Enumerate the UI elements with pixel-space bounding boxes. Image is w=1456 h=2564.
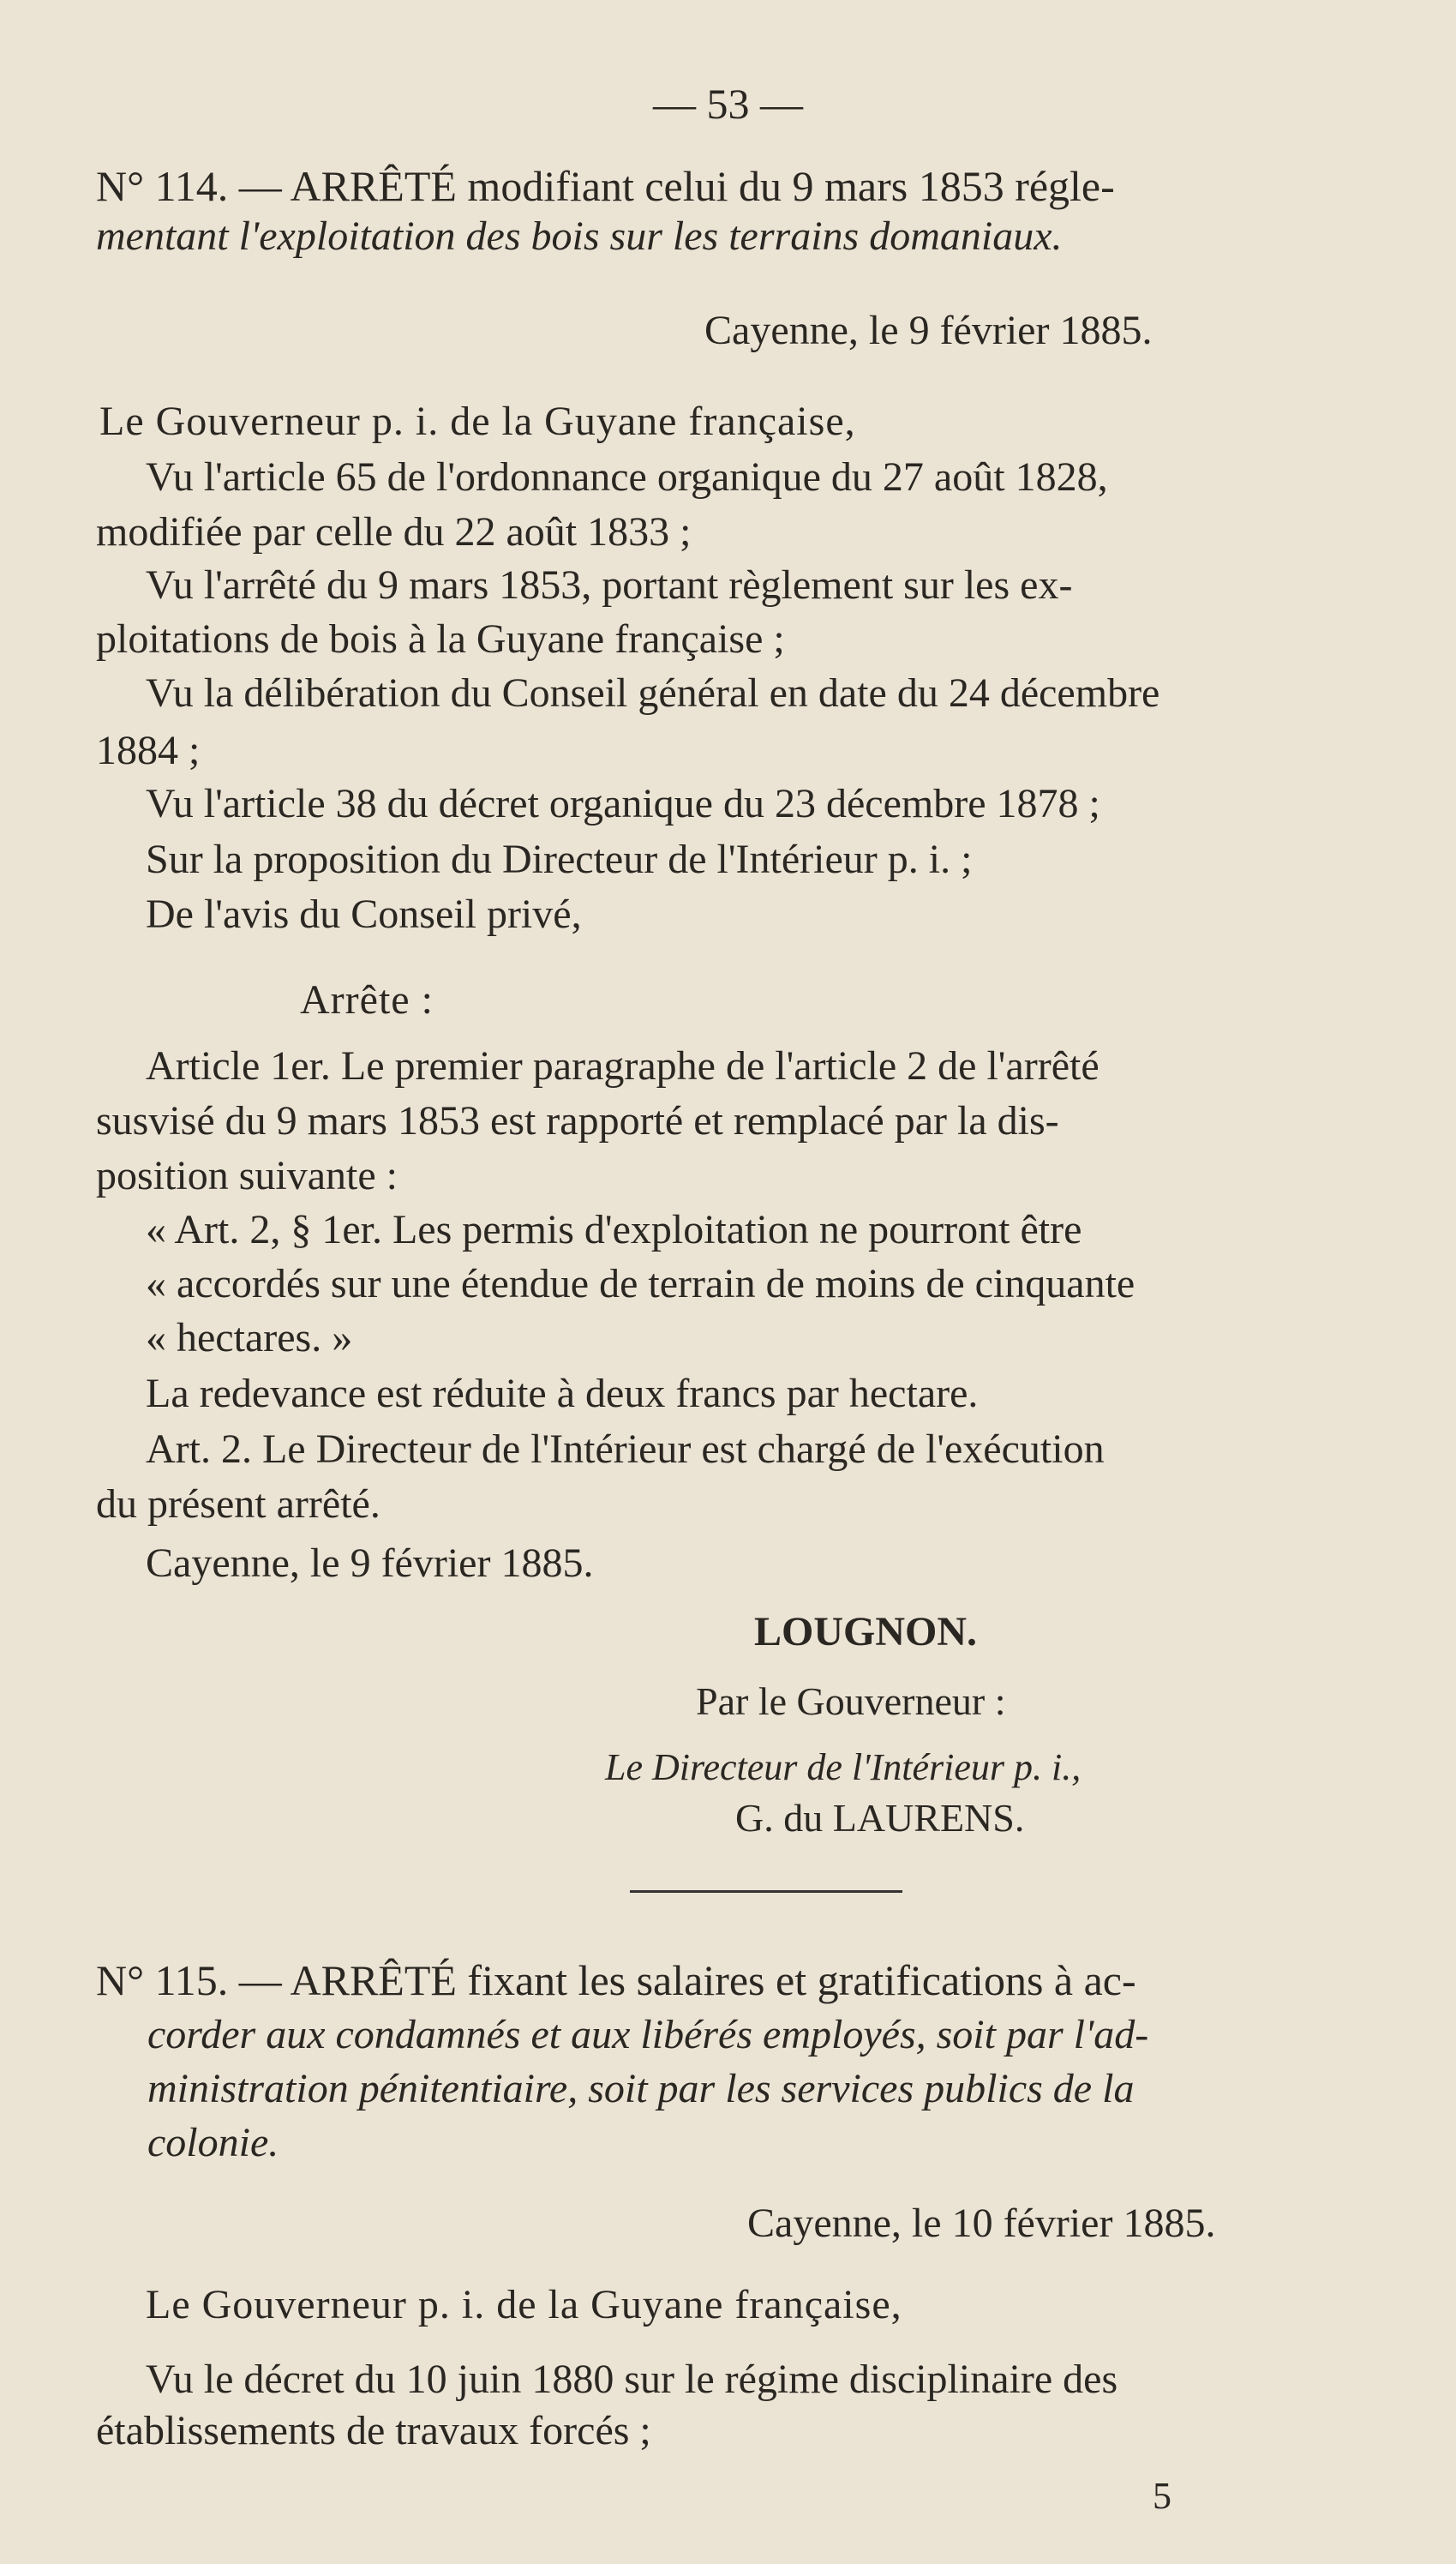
paragraph-line: Vu le décret du 10 juin 1880 sur le régime disciplinaire des — [146, 2357, 1118, 2402]
paragraph-line: Vu l'arrêté du 9 mars 1853, portant règlement sur les ex- — [146, 562, 1073, 608]
signatory-role: Par le Gouverneur : — [696, 1679, 1006, 1723]
paragraph-line: Vu la délibération du Conseil général en date du 24 décembre — [146, 670, 1160, 716]
date-line: Cayenne, le 10 février 1885. — [747, 2201, 1216, 2246]
signatory: G. du LAURENS. — [735, 1796, 1025, 1840]
signatory-role: Le Directeur de l'Intérieur p. i., — [605, 1746, 1082, 1788]
paragraph-line: « hectares. » — [146, 1315, 353, 1360]
paragraph-line: établissements de travaux forcés ; — [96, 2408, 651, 2453]
signatory: LOUGNON. — [754, 1609, 978, 1654]
paragraph-line: 1884 ; — [96, 728, 201, 773]
paragraph-line: Vu l'article 65 de l'ordonnance organique du 27 août 1828, — [146, 454, 1108, 500]
paragraph-line: Article 1er. Le premier paragraphe de l'article 2 de l'arrêté — [146, 1043, 1099, 1089]
paragraph-line: du présent arrêté. — [96, 1481, 380, 1527]
paragraph-line: susvisé du 9 mars 1853 est rapporté et remplacé par la dis- — [96, 1098, 1059, 1144]
decree-title: N° 115. — ARRÊTÉ fixant les salaires et gratifications à ac- — [96, 1956, 1136, 2004]
paragraph-line: Vu l'article 38 du décret organique du 23 décembre 1878 ; — [146, 781, 1100, 826]
signature-mark: 5 — [1153, 2475, 1171, 2517]
paragraph-line: La redevance est réduite à deux francs par hectare. — [146, 1371, 979, 1416]
paragraph-line: « accordés sur une étendue de terrain de moins de cinquante — [146, 1261, 1135, 1306]
decree-title: ministration pénitentiaire, soit par les services publics de la — [147, 2066, 1135, 2111]
separator-rule — [630, 1890, 902, 1893]
paragraph-line: Sur la proposition du Directeur de l'Intérieur p. i. ; — [146, 837, 973, 882]
issuer-line: Le Gouverneur p. i. de la Guyane française, — [146, 2282, 902, 2327]
decree-title: corder aux condamnés et aux libérés employés, soit par l'ad- — [147, 2012, 1149, 2057]
closing-date: Cayenne, le 9 février 1885. — [146, 1540, 594, 1586]
decree-title: N° 114. — ARRÊTÉ modifiant celui du 9 mars 1853 régle- — [96, 162, 1115, 210]
date-line: Cayenne, le 9 février 1885. — [704, 308, 1153, 353]
section-heading: Arrête : — [300, 977, 434, 1023]
decree-title: mentant l'exploitation des bois sur les terrains domaniaux. — [96, 213, 1063, 259]
paragraph-line: modifiée par celle du 22 août 1833 ; — [96, 509, 692, 555]
page-number: — 53 — — [653, 80, 803, 128]
decree-title: colonie. — [147, 2120, 279, 2165]
paragraph-line: « Art. 2, § 1er. Les permis d'exploitation ne pourront être — [146, 1207, 1082, 1252]
paragraph-line: ploitations de bois à la Guyane française ; — [96, 616, 785, 662]
paragraph-line: Art. 2. Le Directeur de l'Intérieur est chargé de l'exécution — [146, 1426, 1105, 1472]
paragraph-line: De l'avis du Conseil privé, — [146, 892, 582, 937]
paragraph-line: position suivante : — [96, 1153, 398, 1198]
issuer-line: Le Gouverneur p. i. de la Guyane française, — [99, 399, 856, 444]
